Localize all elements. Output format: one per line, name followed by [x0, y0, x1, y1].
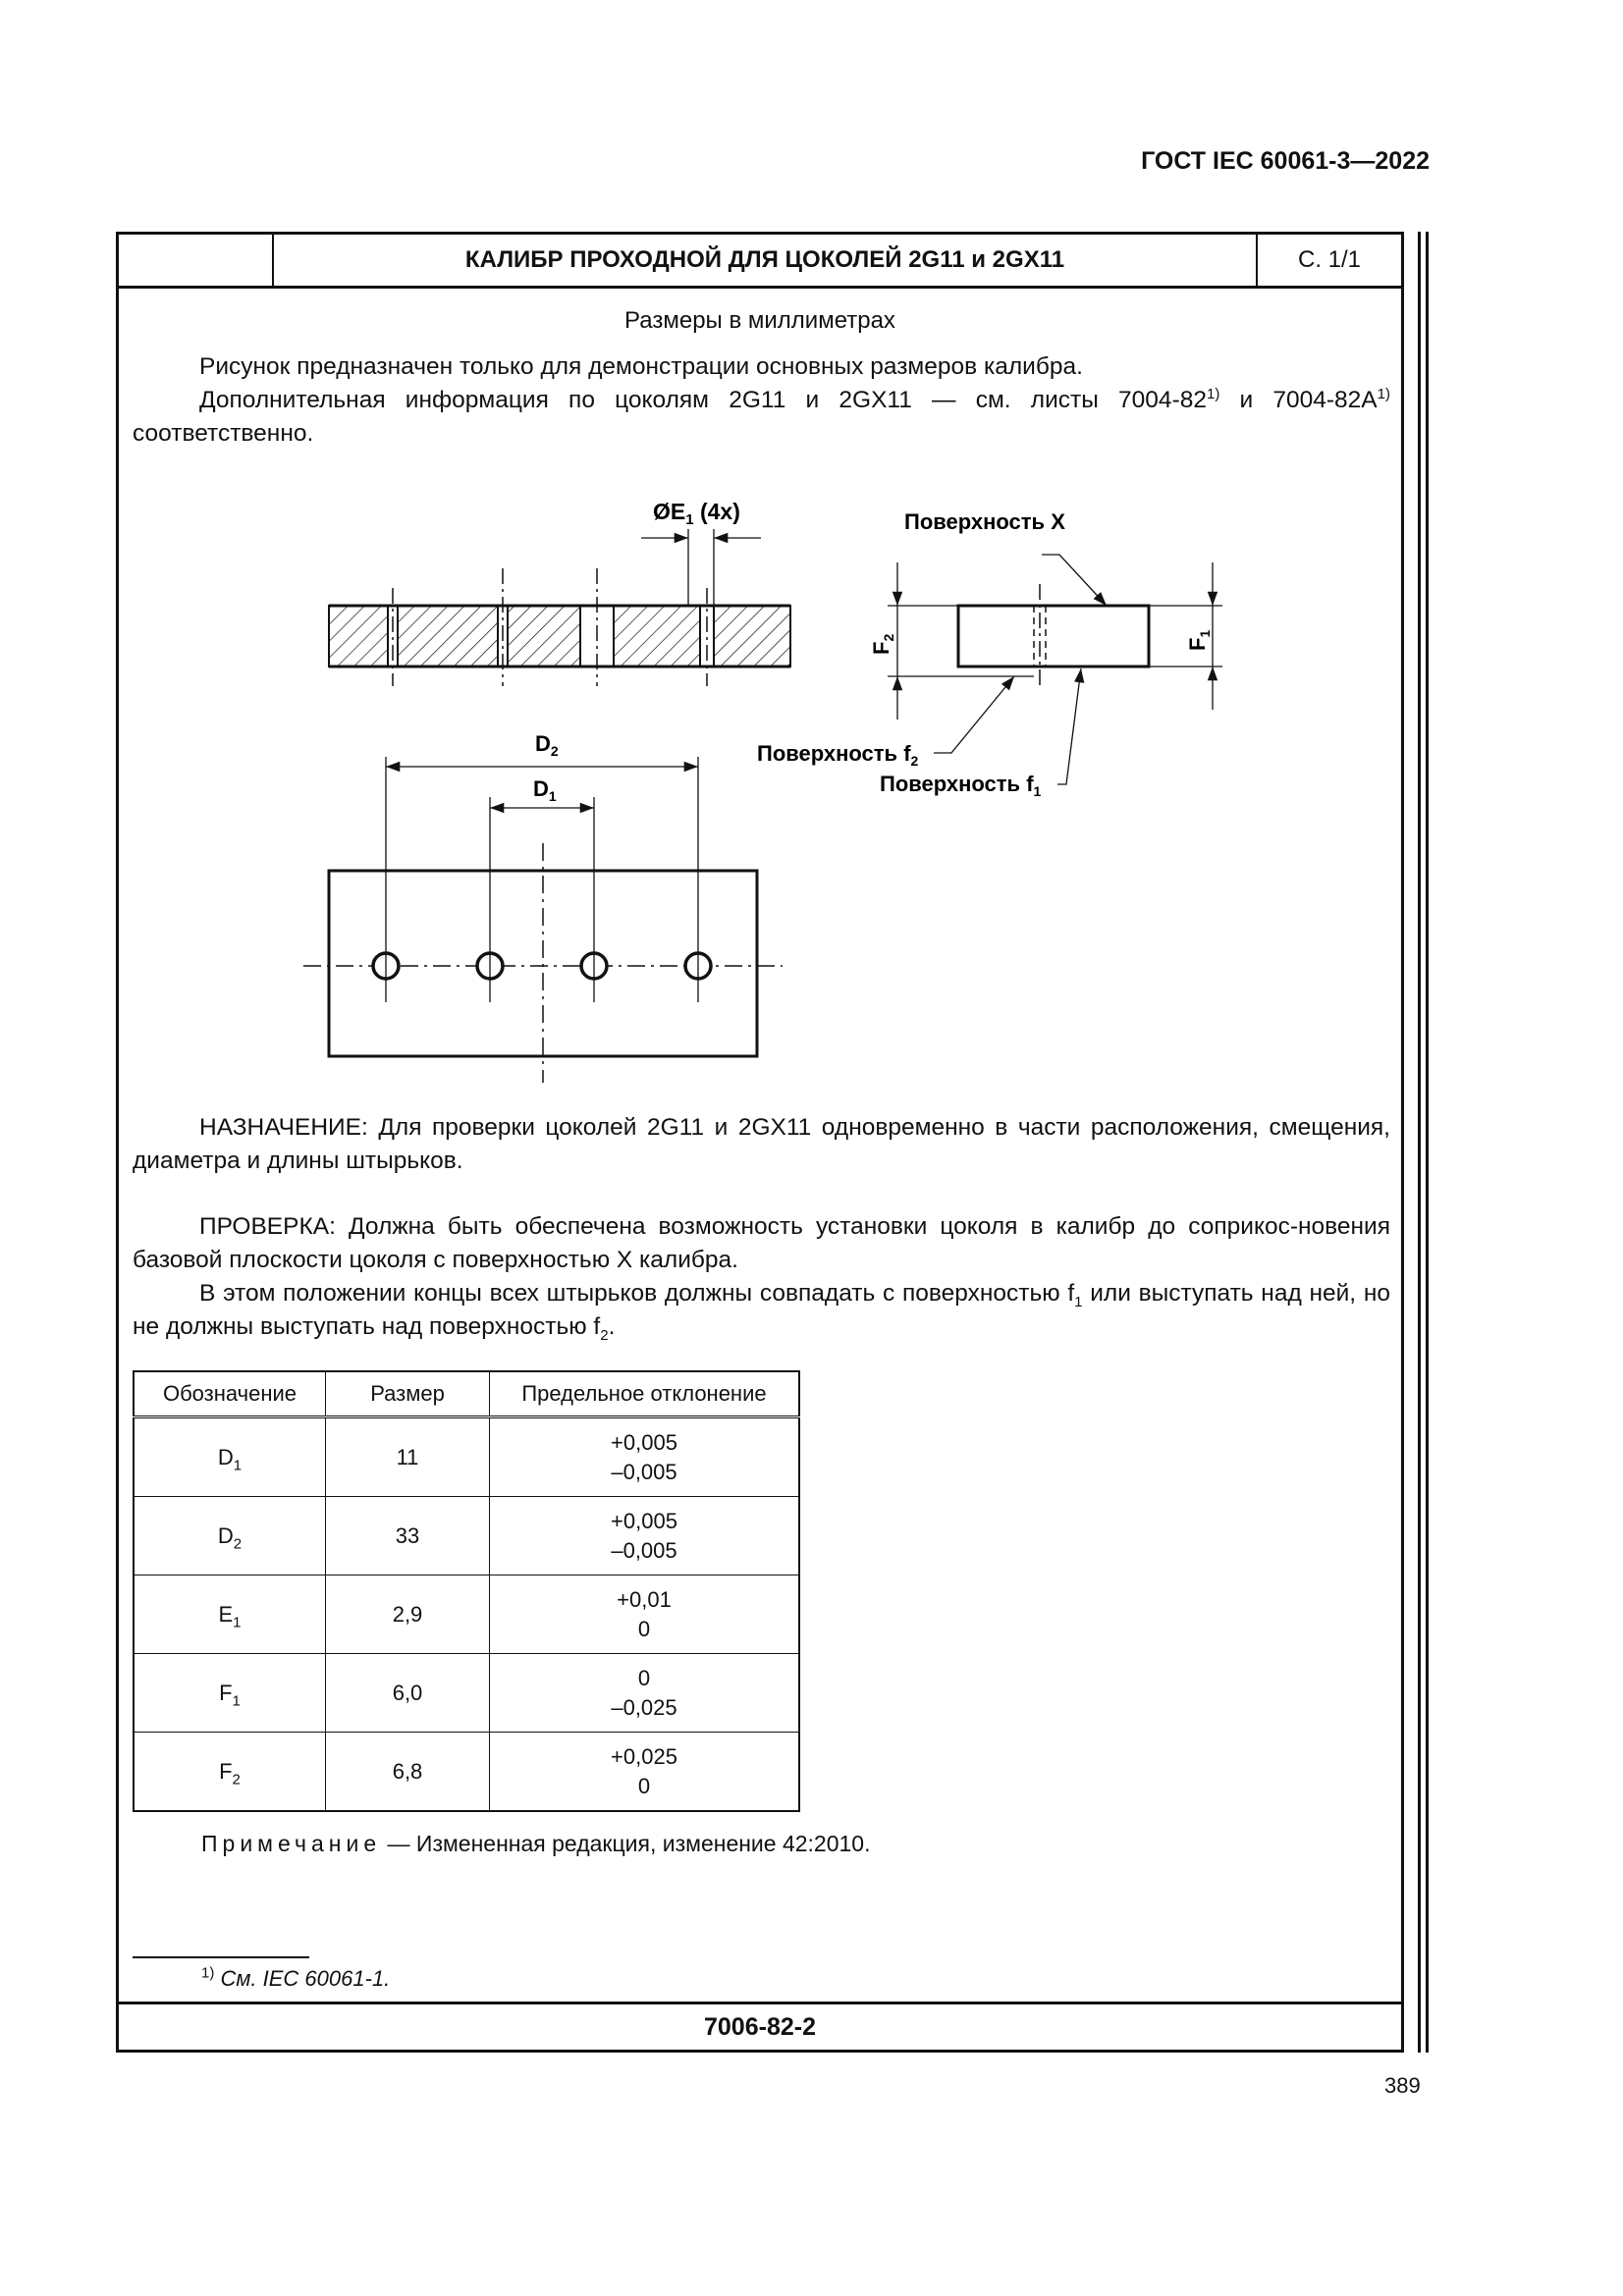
symbol-cell: $F_2$: [134, 1733, 326, 1812]
d2-dimension-label: $D_2$: [535, 731, 559, 759]
footnote-text: См. IEC 60061-1.: [214, 1966, 391, 1991]
tolerance-cell: +0,01 0: [490, 1575, 800, 1654]
symbol-cell: $D_2$: [134, 1497, 326, 1575]
note: [201, 1831, 871, 1857]
frame-double-line: [1418, 232, 1421, 2053]
intro-text-3: соответственно.: [133, 420, 314, 447]
symbol-cell: $F_1$: [134, 1654, 326, 1733]
footnote-mark: 1): [201, 1964, 215, 1982]
symbol-cell: $E_1$: [134, 1575, 326, 1654]
tolerance-cell: +0,005 –0,005: [490, 1417, 800, 1497]
diameter-e1-label: $ØE_1$ (4x): [653, 499, 740, 528]
section-view: [329, 499, 790, 686]
side-view: [757, 509, 1222, 799]
check-text-2: или выступать над ней, но не должны выступать над поверхностью f: [133, 1280, 1391, 1340]
tolerance-cell: +0,005 –0,005: [490, 1497, 800, 1575]
d1-dimension-label: $D_1$: [533, 776, 557, 804]
tolerance-table: [133, 1370, 800, 1812]
note-text: — Измененная редакция, изменение 42:2010.: [381, 1831, 871, 1856]
column-header: Предельное отклонение: [490, 1371, 800, 1417]
table-row: [134, 1417, 799, 1497]
intro-text-2: и 7004-82A: [1219, 387, 1378, 413]
check-paragraph-1: ПРОВЕРКА: Должна быть обеспечена возможность установки цоколя в калибр до соприкос-новения базовой плоскости цоколя с поверхностью X калибра.: [133, 1213, 1390, 1273]
size-cell: 33: [326, 1497, 490, 1575]
table-row: [134, 1575, 799, 1654]
size-cell: 6,8: [326, 1733, 490, 1812]
surface-x-label: Поверхность X: [904, 509, 1065, 534]
column-header: Размер: [326, 1371, 490, 1417]
gauge-drawing: [119, 235, 1401, 1118]
surface-f1-label: Поверхность $f_1$: [880, 772, 1042, 799]
f2-dimension-label: $F_2$: [869, 633, 896, 655]
intro-line-1: Рисунок предназначен только для демонстрации основных размеров калибра.: [199, 353, 1083, 380]
note-label: Примечание: [201, 1831, 382, 1856]
table-header-row: [134, 1371, 799, 1417]
frame-double-line: [1426, 232, 1429, 2053]
size-cell: 11: [326, 1417, 490, 1497]
tolerance-cell: 0 –0,025: [490, 1654, 800, 1733]
footnote: [201, 1966, 390, 1992]
check-text-end: .: [608, 1313, 616, 1340]
purpose-paragraph: НАЗНАЧЕНИЕ: Для проверки цоколей 2G11 и 2GX11 одновременно в части расположения, смещения, диаметра и длины штырьков.: [133, 1114, 1390, 1174]
sheet-number: 7006-82-2: [704, 2013, 816, 2041]
table-row: [134, 1733, 799, 1812]
subscript: 2: [600, 1326, 609, 1344]
page-number: 389: [1384, 2073, 1421, 2098]
table-row: [134, 1497, 799, 1575]
sheet-title: КАЛИБР ПРОХОДНОЙ ДЛЯ ЦОКОЛЕЙ 2G11 и 2GX11: [274, 235, 1258, 286]
sheet-frame: [116, 232, 1404, 2053]
units-note: Размеры в миллиметрах: [624, 307, 895, 334]
surface-f2-label: Поверхность $f_2$: [757, 741, 919, 769]
sheet-page: С. 1/1: [1297, 246, 1362, 273]
symbol-cell: $D_1$: [134, 1417, 326, 1497]
footnote-ref: 1): [1377, 385, 1390, 402]
subscript: 1: [1074, 1293, 1083, 1310]
plan-view: [303, 731, 783, 1083]
tolerance-cell: +0,025 0: [490, 1733, 800, 1812]
f1-dimension-label: $F_1$: [1185, 629, 1213, 651]
size-cell: 6,0: [326, 1654, 490, 1733]
table-row: [134, 1654, 799, 1733]
document-standard-header: ГОСТ IEC 60061-3—2022: [1141, 147, 1430, 175]
check-text-1: В этом положении концы всех штырьков должны совпадать с поверхностью f: [199, 1280, 1075, 1307]
check-paragraph-2: [133, 1277, 1390, 1344]
footnote-ref: 1): [1206, 385, 1220, 402]
intro-text-1: Дополнительная информация по цоколям 2G11 и 2GX11 — см. листы 7004-82: [199, 387, 1207, 413]
size-cell: 2,9: [326, 1575, 490, 1654]
column-header: Обозначение: [134, 1371, 326, 1417]
footnote-separator: [133, 1956, 309, 1958]
